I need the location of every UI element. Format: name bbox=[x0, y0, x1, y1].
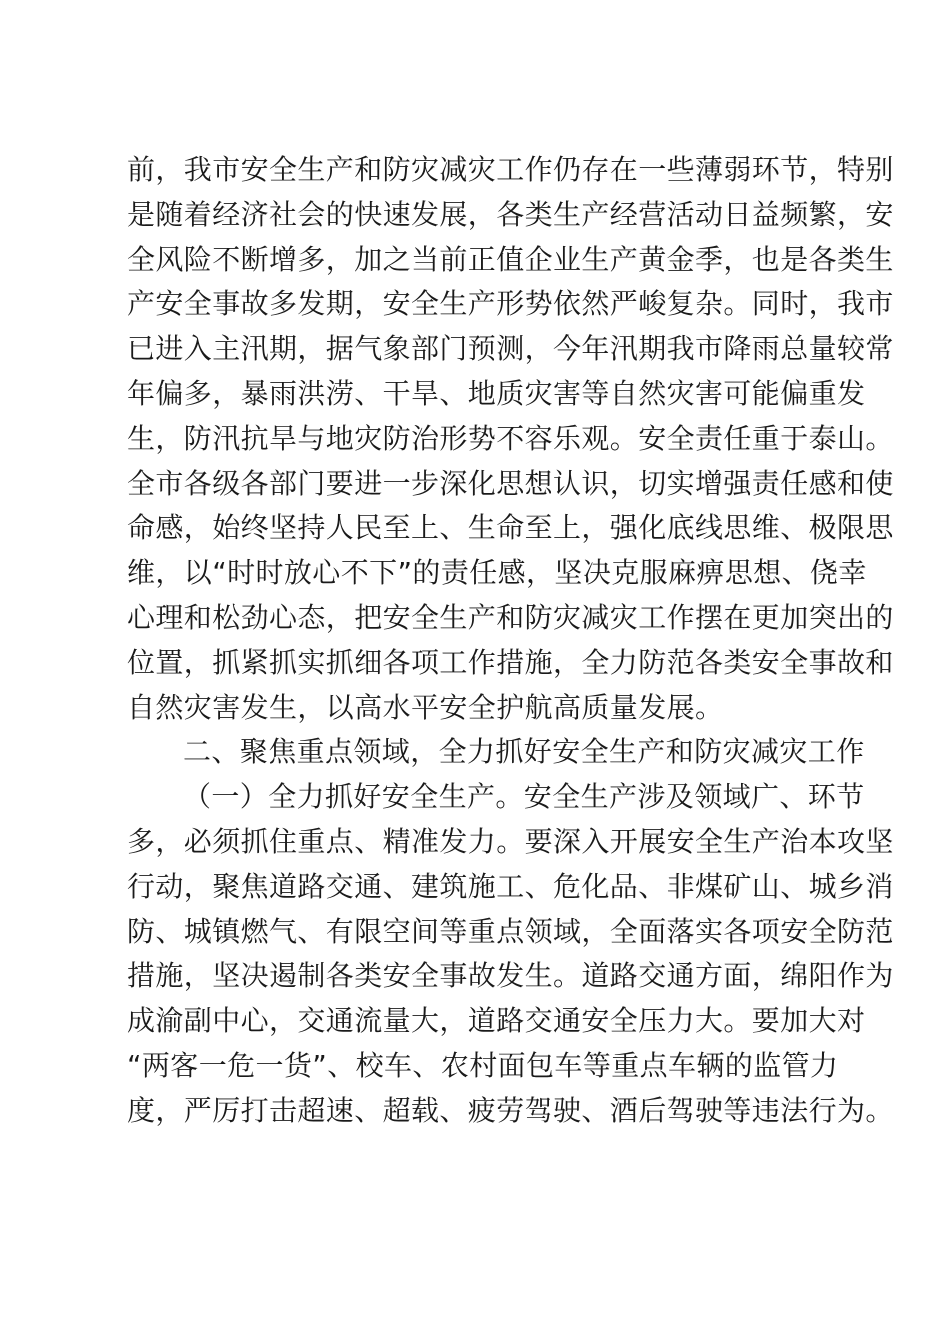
paragraph-line: 命感，始终坚持人民至上、生命至上，强化底线思维、极限思 bbox=[127, 511, 894, 545]
paragraph-line: 生，防汛抗旱与地灾防治形势不容乐观。安全责任重于泰山。 bbox=[127, 421, 894, 455]
paragraph-line: 产安全事故多发期，安全生产形势依然严峻复杂。同时，我市 bbox=[127, 287, 894, 321]
paragraph-line: “两客一危一货”、校车、农村面包车等重点车辆的监管力 bbox=[127, 1048, 839, 1082]
paragraph-line: 年偏多，暴雨洪涝、干旱、地质灾害等自然灾害可能偏重发 bbox=[127, 376, 866, 410]
paragraph-line: 行动，聚焦道路交通、建筑施工、危化品、非煤矿山、城乡消 bbox=[127, 869, 894, 903]
paragraph-line: 防、城镇燃气、有限空间等重点领域，全面落实各项安全防范 bbox=[127, 914, 894, 948]
paragraph-line: 度，严厉打击超速、超载、疲劳驾驶、酒后驾驶等违法行为。 bbox=[127, 1093, 894, 1127]
paragraph-line: 自然灾害发生，以高水平安全护航高质量发展。 bbox=[127, 690, 724, 724]
paragraph-line: 全市各级各部门要进一步深化思想认识，切实增强责任感和使 bbox=[127, 466, 894, 500]
paragraph-line: 前，我市安全生产和防灾减灾工作仍存在一些薄弱环节，特别 bbox=[127, 153, 894, 186]
paragraph-line: 位置，抓紧抓实抓细各项工作措施，全力防范各类安全事故和 bbox=[127, 645, 894, 679]
paragraph-line: 维，以“时时放心不下”的责任感，坚决克服麻痹思想、侥幸 bbox=[127, 556, 867, 590]
paragraph-line: 成渝副中心，交通流量大，道路交通安全压力大。要加大对 bbox=[127, 1004, 866, 1038]
paragraph-line: 全风险不断增多，加之当前正值企业生产黄金季，也是各类生 bbox=[127, 242, 894, 276]
paragraph-line: 是随着经济社会的快速发展，各类生产经营活动日益频繁，安 bbox=[127, 197, 894, 231]
paragraph-line: 措施，坚决遏制各类安全事故发生。道路交通方面，绵阳作为 bbox=[127, 959, 894, 993]
paragraph-line: 心理和松劲心态，把安全生产和防灾减灾工作摆在更加突出的 bbox=[127, 600, 894, 634]
paragraph-line: 已进入主汛期，据气象部门预测，今年汛期我市降雨总量较常 bbox=[127, 332, 894, 366]
section-heading: 二、聚焦重点领域，全力抓好安全生产和防灾减灾工作 bbox=[183, 735, 865, 769]
paragraph-line: （一）全力抓好安全生产。安全生产涉及领域广、环节 bbox=[183, 780, 865, 814]
paragraph-line: 多，必须抓住重点、精准发力。要深入开展安全生产治本攻坚 bbox=[127, 824, 894, 858]
body-text bbox=[127, 148, 894, 1134]
